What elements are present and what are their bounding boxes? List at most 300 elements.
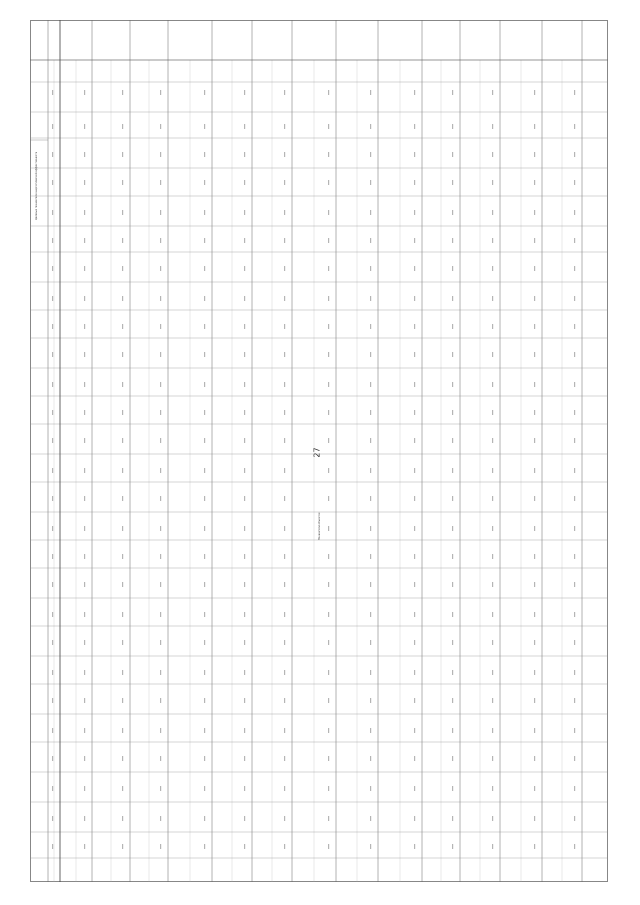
cell-mark — [284, 468, 285, 473]
cell-mark — [84, 554, 85, 559]
cell-mark — [370, 238, 371, 243]
cell-mark — [160, 582, 161, 587]
cell-mark — [122, 382, 123, 387]
cell-mark — [452, 90, 453, 95]
cell-mark — [534, 844, 535, 849]
cell-mark — [122, 816, 123, 821]
cell-mark — [52, 210, 53, 215]
cell-mark — [84, 582, 85, 587]
cell-mark — [414, 728, 415, 733]
cell-mark — [284, 438, 285, 443]
cell-mark — [328, 844, 329, 849]
cell-mark — [414, 210, 415, 215]
cell-mark — [574, 296, 575, 301]
cell-mark — [414, 554, 415, 559]
cell-mark — [414, 844, 415, 849]
cell-mark — [244, 90, 245, 95]
cell-mark — [284, 266, 285, 271]
cell-mark — [328, 438, 329, 443]
cell-mark — [284, 670, 285, 675]
cell-mark — [534, 382, 535, 387]
cell-mark — [534, 756, 535, 761]
cell-mark — [160, 238, 161, 243]
cell-mark — [492, 728, 493, 733]
cell-mark — [574, 816, 575, 821]
cell-mark — [52, 468, 53, 473]
cell-mark — [160, 756, 161, 761]
cell-mark — [370, 554, 371, 559]
cell-mark — [574, 438, 575, 443]
cell-mark — [328, 90, 329, 95]
cell-mark — [414, 526, 415, 531]
cell-mark — [414, 438, 415, 443]
cell-mark — [534, 238, 535, 243]
cell-mark — [204, 210, 205, 215]
cell-mark — [244, 238, 245, 243]
cell-mark — [328, 612, 329, 617]
cell-mark — [84, 526, 85, 531]
cell-mark — [284, 756, 285, 761]
cell-mark — [122, 238, 123, 243]
cell-mark — [574, 382, 575, 387]
cell-mark — [370, 468, 371, 473]
cell-mark — [534, 124, 535, 129]
cell-mark — [452, 670, 453, 675]
cell-mark — [370, 816, 371, 821]
cell-mark — [84, 786, 85, 791]
cell-mark — [328, 496, 329, 501]
cell-mark — [414, 266, 415, 271]
cell-mark — [370, 382, 371, 387]
cell-mark — [204, 816, 205, 821]
cell-mark — [204, 844, 205, 849]
cell-mark — [204, 756, 205, 761]
cell-mark — [452, 324, 453, 329]
cell-mark — [52, 180, 53, 185]
cell-mark — [492, 238, 493, 243]
cell-mark — [492, 526, 493, 531]
cell-mark — [492, 816, 493, 821]
cell-mark — [160, 844, 161, 849]
cell-mark — [370, 210, 371, 215]
cell-mark — [534, 526, 535, 531]
cell-mark — [574, 210, 575, 215]
cell-mark — [84, 238, 85, 243]
cell-mark — [122, 844, 123, 849]
cell-mark — [370, 324, 371, 329]
cell-mark — [452, 640, 453, 645]
cell-mark — [52, 324, 53, 329]
cell-mark — [452, 756, 453, 761]
cell-mark — [534, 698, 535, 703]
cell-mark — [52, 90, 53, 95]
cell-mark — [370, 296, 371, 301]
cell-mark — [284, 612, 285, 617]
cell-mark — [244, 844, 245, 849]
cell-mark — [160, 180, 161, 185]
cell-mark — [574, 266, 575, 271]
cell-mark — [84, 670, 85, 675]
cell-mark — [328, 296, 329, 301]
cell-mark — [84, 266, 85, 271]
group-header-right: Целевые показатели энергетической эффективности — [35, 151, 38, 220]
cell-mark — [84, 844, 85, 849]
cell-mark — [52, 296, 53, 301]
cell-mark — [284, 324, 285, 329]
cell-mark — [328, 266, 329, 271]
cell-mark — [328, 816, 329, 821]
cell-mark — [328, 124, 329, 129]
cell-mark — [244, 180, 245, 185]
cell-mark — [160, 670, 161, 675]
cell-mark — [452, 352, 453, 357]
cell-mark — [534, 152, 535, 157]
cell-mark — [284, 582, 285, 587]
cell-mark — [492, 844, 493, 849]
cell-mark — [52, 728, 53, 733]
cell-mark — [452, 210, 453, 215]
cell-mark — [492, 612, 493, 617]
cell-mark — [492, 438, 493, 443]
cell-mark — [52, 124, 53, 129]
cell-mark — [84, 410, 85, 415]
cell-mark — [284, 180, 285, 185]
cell-mark — [574, 554, 575, 559]
cell-mark — [452, 786, 453, 791]
cell-mark — [414, 582, 415, 587]
cell-mark — [122, 756, 123, 761]
cell-mark — [328, 352, 329, 357]
cell-mark — [452, 698, 453, 703]
cell-mark — [52, 238, 53, 243]
cell-mark — [492, 180, 493, 185]
cell-mark — [122, 410, 123, 415]
cell-mark — [84, 90, 85, 95]
cell-mark — [574, 468, 575, 473]
cell-mark — [52, 554, 53, 559]
cell-mark — [534, 554, 535, 559]
cell-mark — [414, 238, 415, 243]
cell-mark — [244, 640, 245, 645]
cell-mark — [160, 152, 161, 157]
cell-mark — [122, 612, 123, 617]
cell-mark — [204, 786, 205, 791]
cell-mark — [244, 296, 245, 301]
cell-mark — [492, 786, 493, 791]
cell-mark — [122, 728, 123, 733]
cell-mark — [204, 728, 205, 733]
cell-mark — [574, 124, 575, 129]
cell-mark — [328, 468, 329, 473]
cell-mark — [122, 266, 123, 271]
cell-mark — [284, 526, 285, 531]
cell-mark — [370, 410, 371, 415]
cell-mark — [492, 324, 493, 329]
cell-mark — [160, 90, 161, 95]
cell-mark — [328, 670, 329, 675]
cell-mark — [52, 410, 53, 415]
cell-mark — [328, 410, 329, 415]
cell-mark — [452, 526, 453, 531]
cell-mark — [452, 728, 453, 733]
cell-mark — [244, 152, 245, 157]
cell-mark — [122, 526, 123, 531]
cell-mark — [160, 612, 161, 617]
cell-mark — [328, 698, 329, 703]
cell-mark — [414, 324, 415, 329]
cell-mark — [204, 124, 205, 129]
cell-mark — [492, 640, 493, 645]
cell-mark — [328, 382, 329, 387]
cell-mark — [160, 352, 161, 357]
cell-mark — [52, 756, 53, 761]
cell-mark — [328, 180, 329, 185]
cell-mark — [414, 816, 415, 821]
cell-mark — [414, 180, 415, 185]
cell-mark — [328, 554, 329, 559]
cell-mark — [370, 526, 371, 531]
cell-mark — [52, 786, 53, 791]
cell-mark — [122, 324, 123, 329]
cell-mark — [328, 526, 329, 531]
cell-mark — [52, 582, 53, 587]
cell-mark — [534, 816, 535, 821]
cell-mark — [328, 152, 329, 157]
cell-mark — [84, 352, 85, 357]
cell-mark — [160, 210, 161, 215]
cell-mark — [84, 382, 85, 387]
cell-mark — [414, 468, 415, 473]
cell-mark — [160, 816, 161, 821]
cell-mark — [204, 180, 205, 185]
rotated-table — [30, 20, 608, 882]
cell-mark — [84, 180, 85, 185]
cell-mark — [574, 612, 575, 617]
cell-mark — [534, 410, 535, 415]
cell-mark — [370, 352, 371, 357]
cell-mark — [492, 554, 493, 559]
cell-mark — [534, 266, 535, 271]
cell-mark — [52, 352, 53, 357]
cell-mark — [284, 728, 285, 733]
cell-mark — [84, 152, 85, 157]
cell-mark — [52, 844, 53, 849]
cell-mark — [122, 582, 123, 587]
cell-mark — [160, 526, 161, 531]
cell-mark — [244, 786, 245, 791]
cell-mark — [370, 756, 371, 761]
cell-mark — [534, 468, 535, 473]
cell-mark — [160, 124, 161, 129]
cell-mark — [414, 496, 415, 501]
cell-mark — [52, 816, 53, 821]
cell-mark — [370, 786, 371, 791]
cell-mark — [52, 438, 53, 443]
cell-mark — [452, 152, 453, 157]
cell-mark — [122, 698, 123, 703]
cell-mark — [370, 582, 371, 587]
cell-mark — [414, 152, 415, 157]
cell-mark — [244, 382, 245, 387]
cell-mark — [452, 612, 453, 617]
cell-mark — [84, 640, 85, 645]
cell-mark — [534, 640, 535, 645]
cell-mark — [414, 352, 415, 357]
cell-mark — [284, 496, 285, 501]
cell-mark — [284, 816, 285, 821]
cell-mark — [244, 728, 245, 733]
cell-mark — [160, 266, 161, 271]
cell-mark — [244, 612, 245, 617]
cell-mark — [534, 180, 535, 185]
cell-mark — [52, 670, 53, 675]
cell-mark — [492, 468, 493, 473]
cell-mark — [204, 612, 205, 617]
cell-mark — [204, 438, 205, 443]
cell-mark — [492, 756, 493, 761]
cell-mark — [122, 468, 123, 473]
cell-mark — [414, 296, 415, 301]
cell-mark — [160, 324, 161, 329]
cell-mark — [84, 612, 85, 617]
cell-mark — [244, 756, 245, 761]
cell-mark — [370, 670, 371, 675]
cell-mark — [574, 844, 575, 849]
cell-mark — [160, 296, 161, 301]
cell-mark — [452, 180, 453, 185]
cell-mark — [328, 324, 329, 329]
cell-mark — [492, 382, 493, 387]
cell-mark — [204, 296, 205, 301]
cell-mark — [122, 352, 123, 357]
cell-mark — [84, 698, 85, 703]
cell-mark — [284, 352, 285, 357]
cell-mark — [122, 180, 123, 185]
cell-mark — [534, 582, 535, 587]
cell-mark — [328, 756, 329, 761]
cell-mark — [204, 324, 205, 329]
cell-mark — [534, 438, 535, 443]
cell-mark — [492, 124, 493, 129]
cell-mark — [414, 90, 415, 95]
cell-mark — [452, 296, 453, 301]
cell-mark — [370, 496, 371, 501]
cell-mark — [452, 238, 453, 243]
cell-mark — [574, 496, 575, 501]
cell-mark — [492, 266, 493, 271]
cell-mark — [492, 90, 493, 95]
cell-mark — [122, 210, 123, 215]
cell-mark — [244, 554, 245, 559]
cell-mark — [160, 698, 161, 703]
cell-mark — [452, 438, 453, 443]
cell-mark — [328, 640, 329, 645]
cell-mark — [284, 554, 285, 559]
cell-mark — [204, 152, 205, 157]
cell-mark — [452, 844, 453, 849]
cell-mark — [244, 438, 245, 443]
cell-mark — [414, 612, 415, 617]
cell-mark — [284, 698, 285, 703]
cell-mark — [492, 698, 493, 703]
cell-mark — [52, 698, 53, 703]
cell-mark — [414, 382, 415, 387]
cell-mark — [160, 468, 161, 473]
cell-mark — [160, 640, 161, 645]
cell-mark — [52, 496, 53, 501]
cell-mark — [452, 468, 453, 473]
cell-mark — [328, 238, 329, 243]
cell-mark — [534, 296, 535, 301]
cell-mark — [122, 438, 123, 443]
cell-mark — [284, 90, 285, 95]
cell-mark — [328, 786, 329, 791]
cell-mark — [84, 468, 85, 473]
cell-mark — [534, 90, 535, 95]
cell-mark — [84, 756, 85, 761]
cell-mark — [414, 756, 415, 761]
cell-mark — [244, 526, 245, 531]
cell-mark — [370, 844, 371, 849]
cell-mark — [52, 526, 53, 531]
cell-mark — [160, 382, 161, 387]
cell-mark — [122, 786, 123, 791]
cell-mark — [204, 382, 205, 387]
cell-mark — [414, 786, 415, 791]
cell-mark — [244, 582, 245, 587]
cell-mark — [328, 582, 329, 587]
cell-mark — [204, 238, 205, 243]
cell-mark — [284, 382, 285, 387]
cell-mark — [574, 786, 575, 791]
cell-mark — [122, 640, 123, 645]
cell-mark — [244, 266, 245, 271]
cell-mark — [52, 382, 53, 387]
cell-mark — [452, 816, 453, 821]
cell-mark — [244, 496, 245, 501]
cell-mark — [84, 728, 85, 733]
cell-mark — [244, 698, 245, 703]
cell-mark — [204, 352, 205, 357]
cell-mark — [244, 468, 245, 473]
cell-mark — [534, 612, 535, 617]
cell-mark — [244, 324, 245, 329]
cell-mark — [574, 410, 575, 415]
cell-mark — [370, 90, 371, 95]
cell-mark — [534, 352, 535, 357]
cell-mark — [574, 698, 575, 703]
cell-mark — [574, 90, 575, 95]
cell-mark — [122, 554, 123, 559]
cell-mark — [284, 844, 285, 849]
cell-mark — [574, 324, 575, 329]
cell-mark — [84, 816, 85, 821]
cell-mark — [204, 496, 205, 501]
table-grid — [30, 20, 608, 882]
cell-mark — [414, 670, 415, 675]
cell-mark — [244, 670, 245, 675]
cell-mark — [534, 670, 535, 675]
cell-mark — [492, 296, 493, 301]
cell-mark — [284, 410, 285, 415]
cell-mark — [492, 210, 493, 215]
cell-mark — [284, 152, 285, 157]
cell-mark — [370, 180, 371, 185]
cell-mark — [492, 352, 493, 357]
cell-mark — [534, 210, 535, 215]
cell-mark — [52, 612, 53, 617]
cell-mark — [122, 152, 123, 157]
